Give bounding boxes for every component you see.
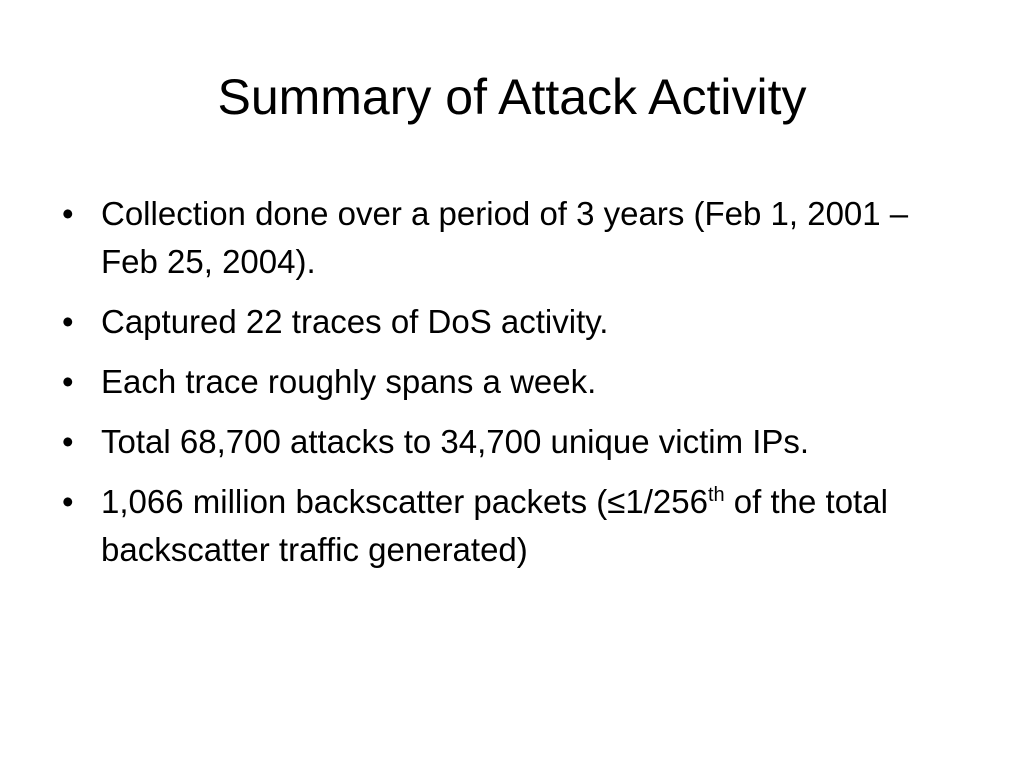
- bullet-item: [62, 190, 962, 286]
- bullet-icon: •: [62, 423, 74, 460]
- bullet-item: [62, 298, 962, 346]
- bullet-list: [62, 190, 962, 586]
- bullet-text: Captured 22 traces of DoS activity.: [101, 303, 609, 340]
- bullet-text: Each trace roughly spans a week.: [101, 363, 597, 400]
- bullet-text-before: 1,066 million backscatter packets (≤1/256: [101, 483, 708, 520]
- bullet-item: [62, 418, 962, 466]
- bullet-icon: •: [62, 303, 74, 340]
- slide-title: Summary of Attack Activity: [217, 69, 807, 125]
- bullet-text: [101, 483, 888, 568]
- bullet-text-after: of the total backscatter traffic generated): [101, 483, 888, 568]
- bullet-item: [62, 478, 962, 574]
- bullet-item: [62, 358, 962, 406]
- bullet-text: Total 68,700 attacks to 34,700 unique victim IPs.: [101, 423, 810, 460]
- bullet-icon: •: [62, 195, 74, 232]
- bullet-text: Collection done over a period of 3 years (Feb 1, 2001 – Feb 25, 2004).: [101, 195, 909, 280]
- bullet-icon: •: [62, 363, 74, 400]
- bullet-icon: •: [62, 483, 74, 520]
- superscript: th: [707, 484, 725, 506]
